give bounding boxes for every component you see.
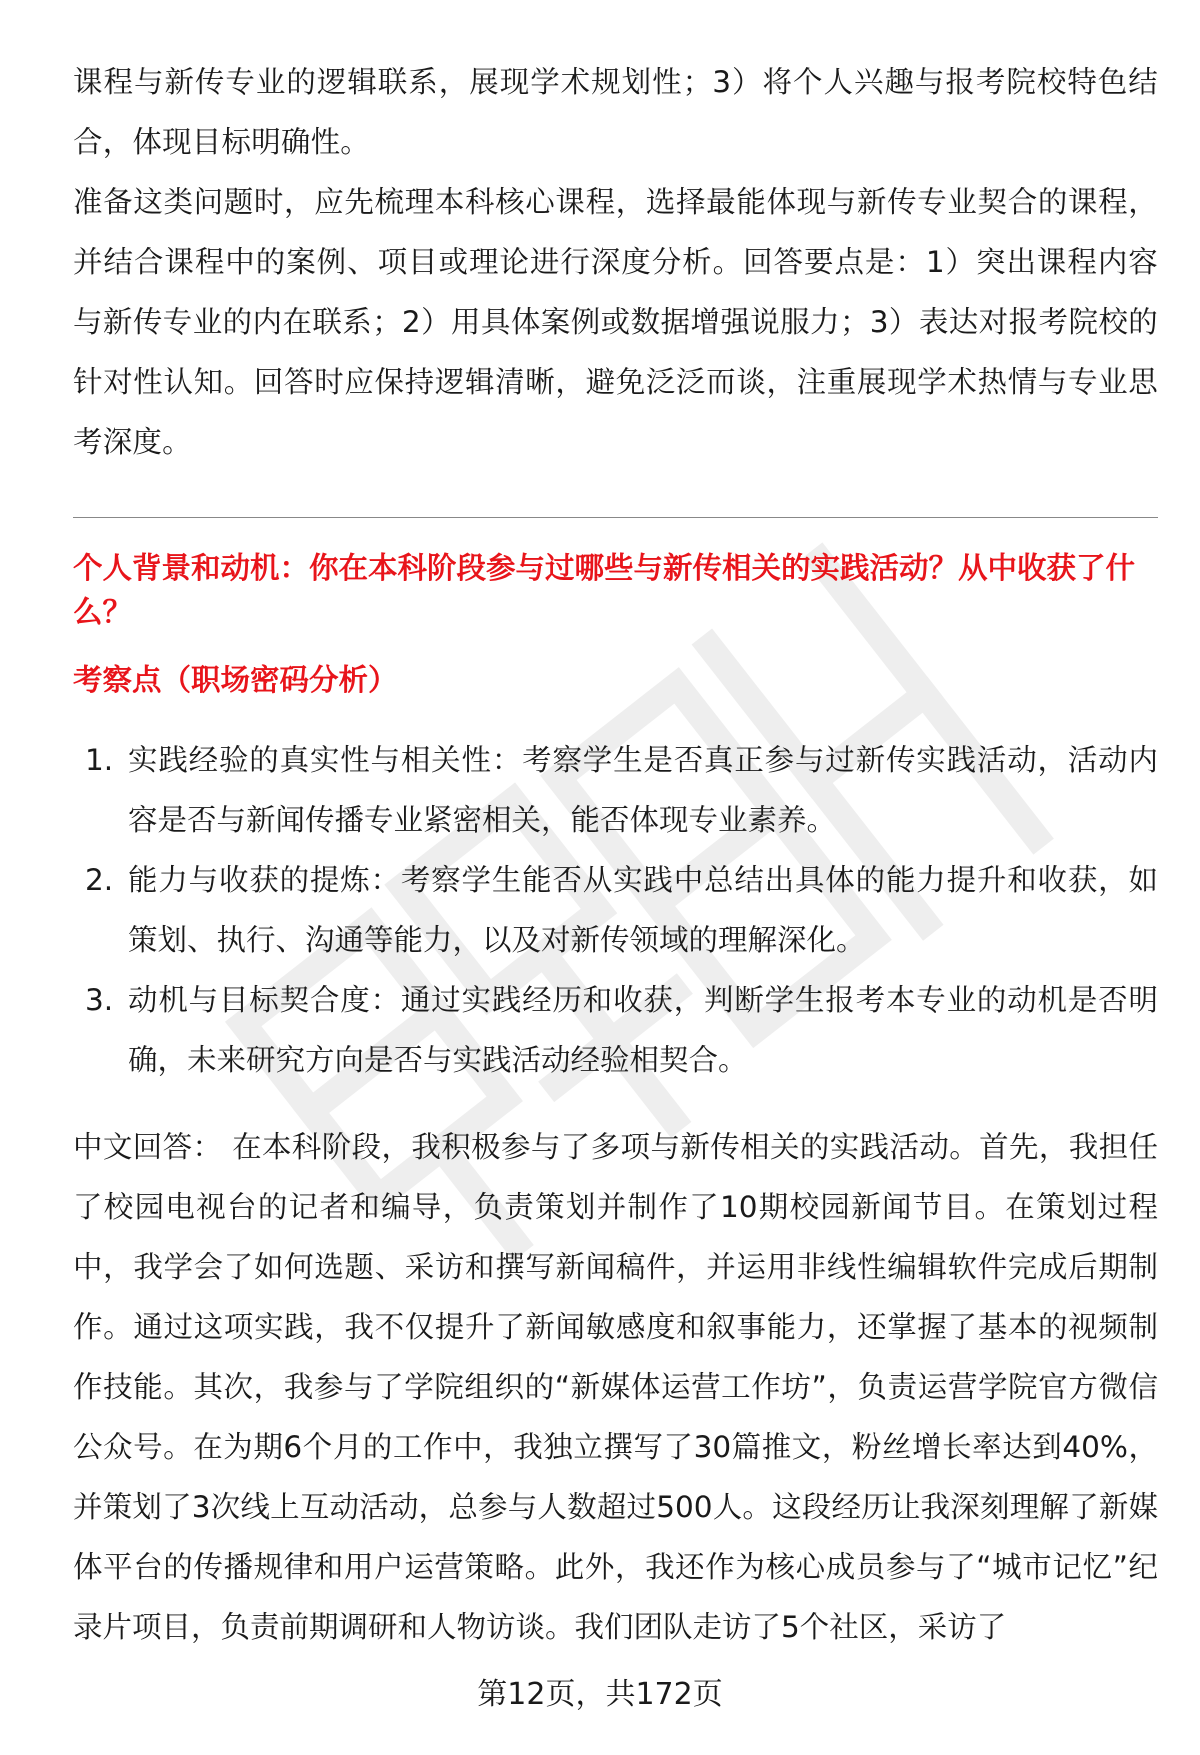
list-number: 1. (85, 743, 114, 777)
list-item-text: 实践经验的真实性与相关性：考察学生是否真正参与过新传实践活动，活动内容是否与新闻传播专业紧密相关，能否体现专业素养。 (128, 743, 1158, 837)
assessment-points-heading: 考察点（职场密码分析） (73, 663, 398, 697)
assessment-point-1 (73, 730, 1158, 850)
assessment-point-3 (73, 970, 1158, 1090)
intro-section (73, 52, 1158, 472)
list-number: 2. (85, 863, 114, 897)
assessment-points-list (73, 730, 1158, 1090)
intro-paragraph-2: 准备这类问题时，应先梳理本科核心课程，选择最能体现与新传专业契合的课程，并结合课程中的案例、项目或理论进行深度分析。回答要点是：1）突出课程内容与新传专业的内在联系；2）用具体案例或数据增强说服力；3）表达对报考院校的针对性认知。回答时应保持逻辑清晰，避免泛泛而谈，注重展现学术热情与专业思考深度。 (73, 185, 1158, 459)
list-item-text: 能力与收获的提炼：考察学生能否从实践中总结出具体的能力提升和收获，如策划、执行、沟通等能力，以及对新传领域的理解深化。 (128, 863, 1158, 957)
list-item-text: 动机与目标契合度：通过实践经历和收获，判断学生报考本专业的动机是否明确，未来研究方向是否与实践活动经验相契合。 (128, 983, 1158, 1077)
chinese-answer-paragraph: 中文回答： 在本科阶段，我积极参与了多项与新传相关的实践活动。首先，我担任了校园电视台的记者和编导，负责策划并制作了10期校园新闻节目。在策划过程中，我学会了如何选题、采访和撰写新闻稿件，并运用非线性编辑软件完成后期制作。通过这项实践，我不仅提升了新闻敏感度和叙事能力，还掌握了基本的视频制作技能。其次，我参与了学院组织的“新媒体运营工作坊”，负责运营学院官方微信公众号。在为期6个月的工作中，我独立撰写了30篇推文，粉丝增长率达到40%，并策划了3次线上互动活动，总参与人数超过500人。这段经历让我深刻理解了新媒体平台的传播规律和用户运营策略。此外，我还作为核心成员参与了“城市记忆”纪录片项目，负责前期调研和人物访谈。我们团队走访了5个社区，采访了 (73, 1130, 1158, 1644)
intro-paragraph-1: 课程与新传专业的逻辑联系，展现学术规划性；3）将个人兴趣与报考院校特色结合，体现目标明确性。 (73, 65, 1158, 159)
page-number-footer: 第12页，共172页 (477, 1677, 723, 1712)
section-divider (73, 517, 1158, 518)
question-title: 个人背景和动机：你在本科阶段参与过哪些与新传相关的实践活动？从中收获了什么？ (73, 551, 1136, 629)
list-number: 3. (85, 983, 114, 1017)
assessment-point-2 (73, 850, 1158, 970)
